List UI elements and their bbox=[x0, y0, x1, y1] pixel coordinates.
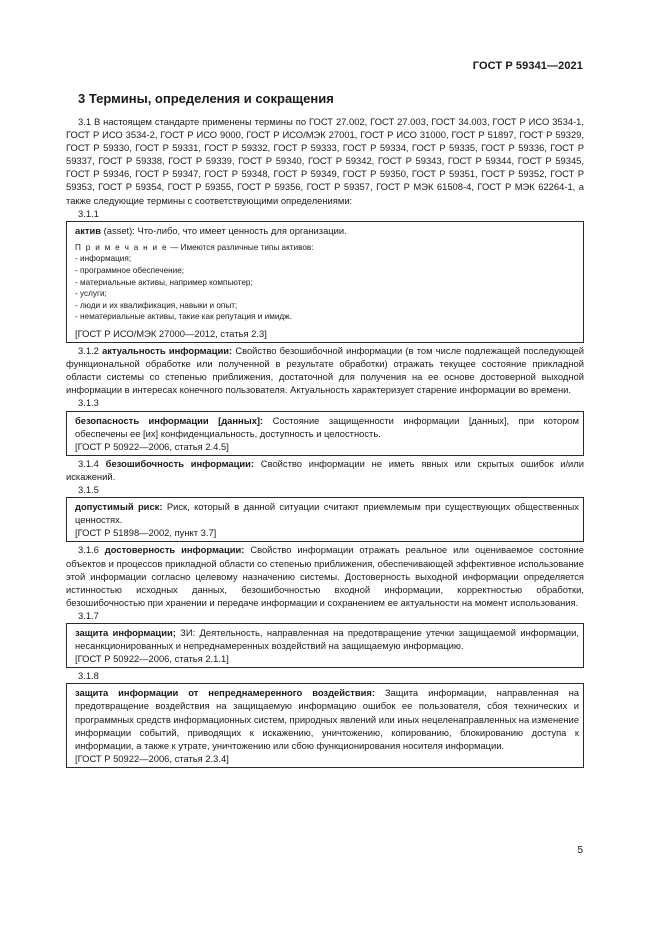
term-reference: [ГОСТ Р 51898—2002, пункт 3.7] bbox=[75, 527, 217, 539]
term-reference: [ГОСТ Р ИСО/МЭК 27000—2012, статья 2.3] bbox=[75, 328, 267, 339]
term-number: 3.1.4 bbox=[78, 457, 99, 469]
term-name: безошибочность информации: bbox=[105, 457, 255, 469]
note-item: - люди и их квалификация, навыки и опыт; bbox=[75, 300, 238, 310]
term-number: 3.1.6 bbox=[78, 544, 99, 556]
term-definition bbox=[75, 626, 579, 652]
term-name: допустимый риск: bbox=[75, 501, 163, 513]
note-item: - информация; bbox=[75, 254, 132, 264]
term-name: защита информации; bbox=[75, 626, 176, 638]
term-reference: [ГОСТ Р 50922—2006, статья 2.3.4] bbox=[75, 752, 229, 764]
note-line bbox=[75, 242, 579, 254]
note-item: - программное обеспечение; bbox=[75, 266, 185, 276]
term-definition bbox=[75, 500, 579, 526]
term-text: Риск, который в данной ситуации считают приемлемым при существующих общественных ценностях. bbox=[75, 501, 579, 526]
term-name: актив bbox=[75, 224, 102, 236]
term-number: 3.1.5 bbox=[78, 484, 99, 496]
note-text: — Имеются различные типы активов: bbox=[167, 242, 314, 252]
term-box-information-security bbox=[66, 411, 584, 456]
term-text: (asset): Что-либо, что имеет ценность для организации. bbox=[101, 224, 347, 236]
term-name: актуальность информации: bbox=[102, 345, 233, 357]
term-name: защита информации от непреднамеренного воздействия: bbox=[75, 687, 375, 699]
term-text: Свойство безошибочной информации (в том числе подлежащей последующей функциональной обработке или полученной в результате обработки) отражать текущее состояние прикладной области системы со степенью приближения, достаточной для получения на ее основе достоверной выходной информации в интересах конечного пользователя. Актуальность характеризует старение информации во времени. bbox=[66, 345, 585, 396]
term-box-unintentional-impact-protection bbox=[66, 683, 584, 768]
document-body bbox=[66, 115, 584, 769]
note-item: - нематериальные активы, такие как репутация и имидж. bbox=[75, 312, 292, 322]
term-definition bbox=[75, 686, 579, 751]
intro-paragraph: 3.1 В настоящем стандарте применены термины по ГОСТ 27.002, ГОСТ 27.003, ГОСТ 34.003, ГОСТ Р ИСО 3534-1, ГОСТ Р ИСО 3534-2, ГОСТ Р ИСО 9000, ГОСТ Р ИСО/МЭК 27001, ГОСТ Р ИСО 31000, ГОСТ Р 51897, ГОСТ Р 59329, ГОСТ Р 59330, ГОСТ Р 59331, ГОСТ Р 59332, ГОСТ Р 59333, ГОСТ Р 59334, ГОСТ Р 59335, ГОСТ Р 59336, ГОСТ Р 59337, ГОСТ Р 59338, ГОСТ Р 59339, ГОСТ Р 59340, ГОСТ Р 59342, ГОСТ Р 59343, ГОСТ Р 59344, ГОСТ Р 59345, ГОСТ Р 59346, ГОСТ Р 59347, ГОСТ Р 59348, ГОСТ Р 59349, ГОСТ Р 59350, ГОСТ Р 59351, ГОСТ Р 59352, ГОСТ Р 59353, ГОСТ Р 59354, ГОСТ Р 59355, ГОСТ Р 59356, ГОСТ Р 59357, ГОСТ Р МЭК 61508-4, ГОСТ Р МЭК 62264-1, а также следующие термины с соответствующими определениями: bbox=[66, 116, 584, 206]
term-definition bbox=[75, 224, 579, 237]
term-paragraph bbox=[66, 457, 584, 483]
term-number: 3.1.7 bbox=[78, 609, 99, 621]
term-paragraph bbox=[66, 344, 584, 396]
term-text: Состояние защищенности информации [данных], при котором обеспечены ее [их] конфиденциальность, доступность и целостность. bbox=[75, 414, 579, 439]
term-reference: [ГОСТ Р 50922—2006, статья 2.4.5] bbox=[75, 440, 229, 452]
note-item: - услуги; bbox=[75, 289, 107, 299]
term-text: Свойство информации не иметь явных или скрытых ошибок и/или искажений. bbox=[66, 457, 585, 482]
term-number: 3.1.1 bbox=[78, 207, 99, 219]
term-name: достоверность информации: bbox=[104, 544, 245, 556]
term-text: Свойство информации отражать реальное или оцениваемое состояние объектов и процессов прикладной области со степенью приближения, обеспечивающей эффективное использование этой информации согласно целевому назначению системы. Достоверность выходной информации определяется истинностью исходных данных, безошибочностью входной информации, корректностью обработки, безошибочностью при хранении и передаче информации и сохранением ее актуальности на момент использования. bbox=[66, 544, 584, 608]
section-title: 3 Термины, определения и сокращения bbox=[78, 91, 334, 106]
term-number: 3.1.8 bbox=[78, 670, 99, 682]
page-number: 5 bbox=[577, 845, 583, 856]
note-item: - материальные активы, например компьютер; bbox=[75, 277, 253, 287]
note-label: П р и м е ч а н и е bbox=[75, 242, 168, 252]
term-reference: [ГОСТ Р 50922—2006, статья 2.1.1] bbox=[75, 653, 229, 665]
term-definition bbox=[75, 414, 579, 440]
term-box-asset bbox=[66, 221, 584, 343]
document-header: ГОСТ Р 59341—2021 bbox=[472, 60, 583, 72]
term-box-acceptable-risk bbox=[66, 497, 584, 542]
term-number: 3.1.3 bbox=[78, 397, 99, 409]
term-text: Защита информации, направленная на предотвращение воздействия на защищаемую информацию ошибок ее пользователя, сбоя технических и программных средств информационных систем, природных явлений или иных нецеленаправленных на изменение информации событий, приводящих к искажению, уничтожению, копированию, блокированию доступа к информации, а также к утрате, уничтожению или сбою функционирования носителя информации. bbox=[75, 687, 579, 751]
term-number: 3.1.2 bbox=[78, 345, 99, 357]
term-name: безопасность информации [данных]: bbox=[75, 414, 264, 426]
term-text: ЗИ: Деятельность, направленная на предотвращение утечки защищаемой информации, несанкционированных и непреднамеренных воздействий на защищаемую информацию. bbox=[75, 626, 579, 652]
term-paragraph bbox=[66, 543, 584, 608]
term-box-information-protection bbox=[66, 623, 584, 668]
